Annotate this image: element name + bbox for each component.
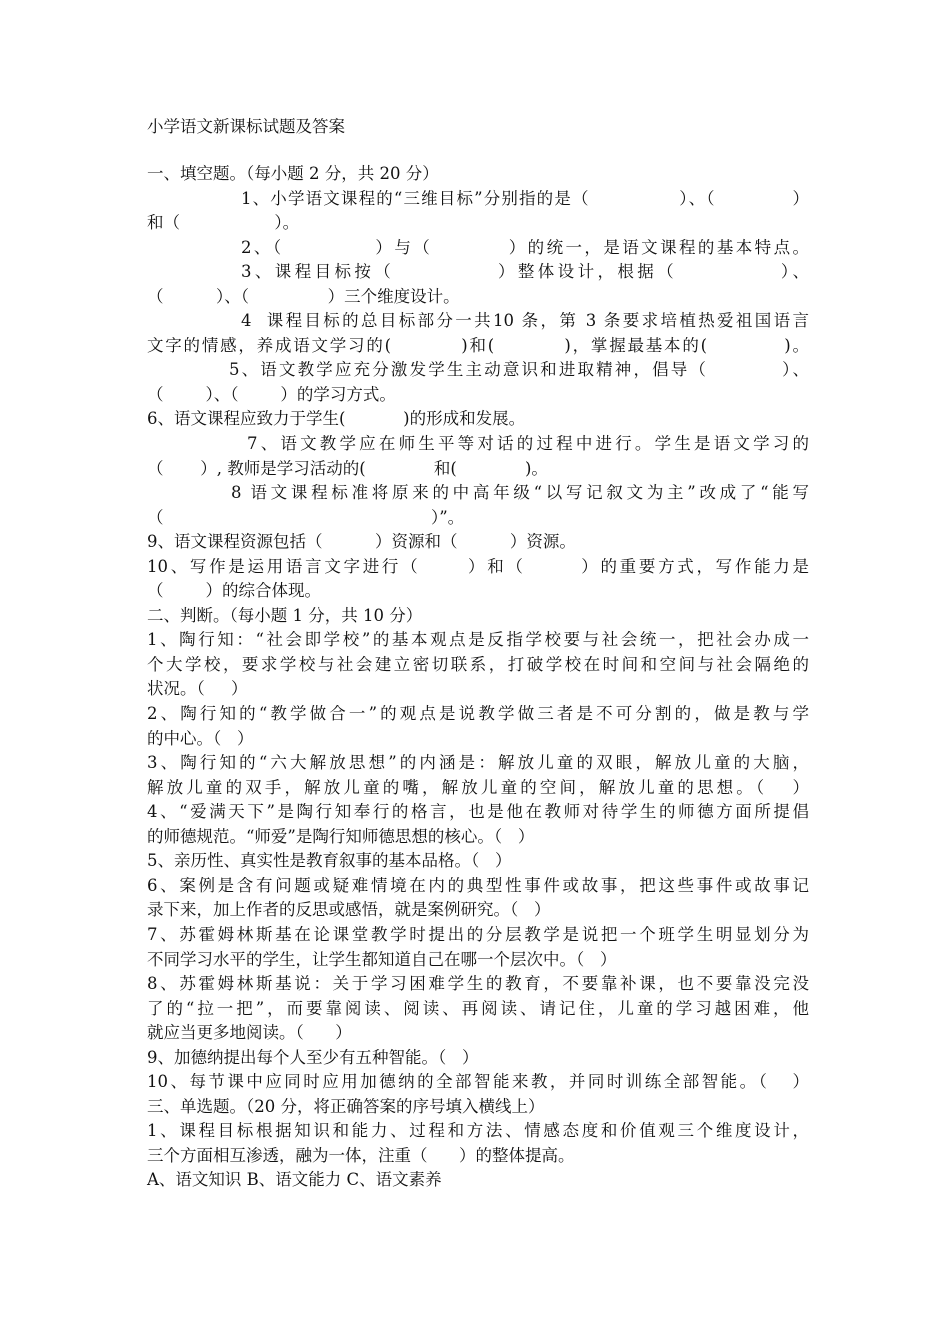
text-line: 10、写作是运用语言文字进行（ ）和（ ）的重要方式，写作能力是 xyxy=(147,556,809,576)
text-line: 1、小学语文课程的“三维目标”分别指的是（ ）、（ ） xyxy=(241,188,809,208)
text-line: 三、单选题。（20 分，将正确答案的序号填入横线上） xyxy=(147,1096,545,1116)
text-line: 3、课程目标按（ ）整体设计，根据（ ）、 xyxy=(241,262,809,282)
text-line: 7、苏霍姆林斯基在论课堂教学时提出的分层教学是说把一个班学生明显划分为 xyxy=(147,924,809,944)
text-line: 就应当更多地阅读。（ ） xyxy=(147,1023,352,1043)
text-line: 5、语文教学应充分激发学生主动意识和进取精神，倡导（ ）、 xyxy=(229,360,809,380)
text-line: 8、苏霍姆林斯基说：关于学习困难学生的教育，不要靠补课，也不要靠没完没 xyxy=(147,974,809,994)
text-line: 7、语文教学应在师生平等对话的过程中进行。学生是语文学习的 xyxy=(247,434,809,454)
text-line: 4 课程目标的总目标部分一共10 条，第 3 条要求培植热爱祖国语言 xyxy=(241,311,809,331)
text-line: 6、案例是含有问题或疑难情境在内的典型性事件或故事，把这些事件或故事记 xyxy=(147,875,809,895)
text-line: 3、陶行知的“六大解放思想”的内涵是：解放儿童的双眼，解放儿童的大脑， xyxy=(147,753,809,773)
text-line: 状况。（ ） xyxy=(147,679,248,699)
text-line: 二、判断。（每小题 1 分，共 10 分） xyxy=(147,605,423,625)
text-line: 的师德规范。“师爱”是陶行知师德思想的核心。（ ） xyxy=(147,826,535,846)
text-line: （ ）、（ ）三个维度设计。 xyxy=(147,286,460,306)
text-line: 一、填空题。（每小题 2 分，共 20 分） xyxy=(147,164,439,183)
text-line: 了的“拉一把”，而要靠阅读、阅读、再阅读、请记住，儿童的学习越困难，他 xyxy=(147,998,809,1018)
text-line: 1、课程目标根据知识和能力、过程和方法、情感态度和价值观三个维度设计， xyxy=(147,1121,809,1141)
text-line: （ ）、（ ）的学习方式。 xyxy=(147,384,396,404)
document-title: 小学语文新课标试题及答案 xyxy=(147,117,345,136)
document-body xyxy=(147,162,809,1193)
text-line: 解放儿童的双手，解放儿童的嘴，解放儿童的空间，解放儿童的思想。（ ） xyxy=(147,777,809,797)
text-line: （ ）”。 xyxy=(147,507,465,527)
text-line: 1、陶行知：“社会即学校”的基本观点是反指学校要与社会统一，把社会办成一 xyxy=(147,630,809,650)
text-line: 和（ ）。 xyxy=(147,213,300,233)
text-line: 不同学习水平的学生，让学生都知道自己在哪一个层次中。（ ） xyxy=(147,949,617,969)
text-line: （ ）, 教师是学习活动的( 和( )。 xyxy=(147,458,548,478)
text-line: A、语文知识 B、语文能力 C、语文素养 xyxy=(147,1170,442,1190)
text-line: 的中心。（ ） xyxy=(147,728,254,748)
text-line: 三个方面相互渗透，融为一体，注重（ ）的整体提高。 xyxy=(147,1145,575,1165)
text-line: 录下来，加上作者的反思或感悟，就是案例研究。（ ） xyxy=(147,900,551,920)
text-line: 6、语文课程应致力于学生( )的形成和发展。 xyxy=(147,409,526,429)
text-line: 8 语文课程标准将原来的中高年级“以写记叙文为主”改成了“能写 xyxy=(231,483,809,503)
text-line: 9、语文课程资源包括（ ）资源和（ ）资源。 xyxy=(147,532,576,552)
text-line: 文字的情感，养成语文学习的( )和( )，掌握最基本的( )。 xyxy=(147,335,809,355)
text-line: 5、亲历性、真实性是教育叙事的基本品格。（ ） xyxy=(147,851,512,871)
text-line: 2、陶行知的“教学做合一”的观点是说教学做三者是不可分割的，做是教与学 xyxy=(147,704,809,724)
text-line: 10、每节课中应同时应用加德纳的全部智能来教，并同时训练全部智能。（ ） xyxy=(147,1072,809,1092)
text-line: 个大学校，要求学校与社会建立密切联系，打破学校在时间和空间与社会隔绝的 xyxy=(147,654,809,674)
text-line: 9、加德纳提出每个人至少有五种智能。（ ） xyxy=(147,1047,479,1067)
text-line: 2、（ ）与（ ）的统一，是语文课程的基本特点。 xyxy=(241,237,809,257)
text-line: （ ）的综合体现。 xyxy=(147,581,321,601)
text-line: 4、“爱满天下”是陶行知奉行的格言，也是他在教师对待学生的师德方面所提倡 xyxy=(147,802,809,822)
